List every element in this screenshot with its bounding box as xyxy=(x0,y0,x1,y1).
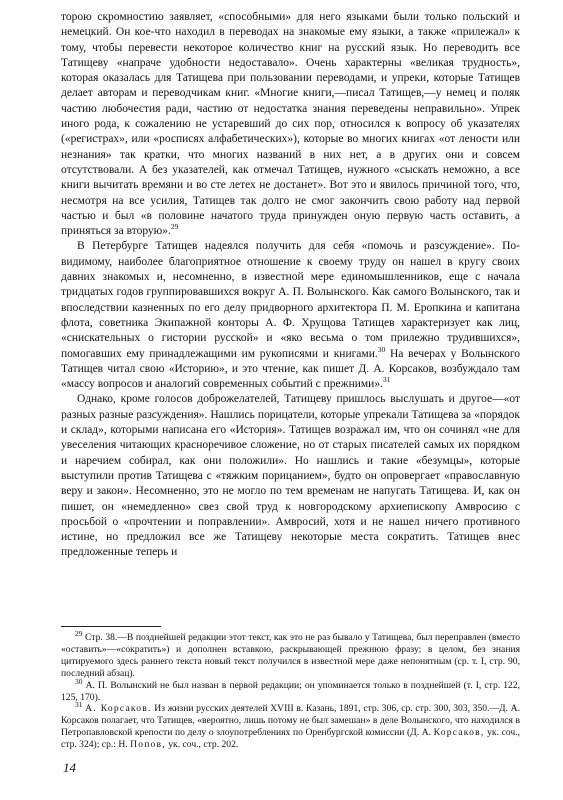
footnote-30: $^{30}$ А. П. Волынский не был назван в первой редакции; он упоминается только в позднейшей (т. I, стр. 122, 125, 170). xyxy=(61,676,520,703)
main-text xyxy=(61,10,520,561)
footnote-31: $^{31}$ А. Корсаков. Из жизни русских деятелей XVIII в. Казань, 1891, стр. 306, ср. стр. 300, 303, 350.—Д. А. Корсаков полагает, что Татищев, «вероятно, лишь потому не был замешан» в деле Волынского, что находился в Петропавловской крепости по делу о злоупотреблениях по Оренбургской комиссии (Д. А. Корсаков, ук. соч., стр. 324); ср.: Н. Попов, ук. соч., стр. 202. xyxy=(61,700,520,751)
footnote-ref-31: 31 xyxy=(382,375,391,385)
paragraph-2: В Петербурге Татищев надеялся получить для себя «помочь и разсуждение». По-видимому, наиболее благоприятное отношение к своему труду он нашел в кругу своих давних знакомых и, несомненно, в известной мере единомышленников, еще с начала тридцатых годов группировавшихся вокруг А. П. Волынского. Как самого Волынского, так и впоследствии казненных по его делу придворного архитектора П. М. Еропкина и капитана флота, советника Экипажной конторы А. Ф. Хрущова Татищев характеризует как лиц, «снискательных о гистории русской» и «яко весьма о том прилежно трудившихся», помогавших ему принадлежащими им рукописями и книгами.$^{30}$ На вечерах у Волынского Татищев читал свою «Историю», и это чтение, как пишет Д. А. Корсаков, возбуждало там «массу вопросов и аналогий современных событий с прежними».$^{31}$ xyxy=(61,240,521,391)
page-number: 14 xyxy=(63,760,76,775)
paragraph-3: Однако, кроме голосов доброжелателей, Татищеву пришлось выслушать и другое—«от разных разные разсуждения». Нашлись порицатели, которые упрекали Татищева за «порядок и склад», которыми написана его «История». Татищев возражал им, что он сочинял «не для увеселения читающих красноречивое сложение, но от старых писателей самых их порядком и наречием собирал, как они положили». Но нашлись и такие «безумцы», которые выступили против Татищева с «тяжким порицанием», будто он опровергает «православную веру и закон». Несомненно, это не могло по тем временам не напугать Татищева. И, как он пишет, он «немедленно» свез свой труд к новгородскому архиепископу Амвросию с просьбой о «прочтении и поправлении». Амвросий, хотя и не нашел ничего противного истине, но предложил все же Татищеву некоторые места сократить. Татищев внес предложенные теперь и xyxy=(61,393,520,559)
footnote-separator xyxy=(61,626,161,627)
footnote-ref-30: 30 xyxy=(377,344,386,354)
paragraph-1: торою скромностию заявляет, «способными» для него языками были только польский и немецкий. Он кое-что находил в переводах на знакомые ему языки, а также «прилежал» к тому, чтобы перевести некоторое количество книг на русский язык. Но переводить все Татищеву «напраче удобности недоставало». Очень характерны «великая трудность», которая оказалась для Татищева при пользовании переводами, и упреки, которые Татищев делает авторам и переводчикам книг. «Многие книги,—писал Татищев,—у немец и поляк частию любочестия ради, частию от недостатка знания переведены неправильно». Упрек иного рода, к сожалению не устаревший до сих пор, относился к вопросу об указателях («регистрах», или «росписях алфабетических»), которые во многих книгах «от лености или незнания» так кратки, что многих названий в них нет, а в других они и совсем отсутствовали. А без указателей, как отмечал Татищев, нужного «сыскать неможно, а все книги вычитать времяни и во сте летех не достанет». Вот это и явилось причиной того, что, несмотря на все усилия, Татищев так долго не смог закончить свою работу над первой частью и был «в половине начатого труда принужден оную первую часть оставить, а приняться за вторую».$^{29}$ xyxy=(61,11,520,238)
footnotes xyxy=(61,628,520,751)
footnote-ref-29: 29 xyxy=(170,222,179,232)
footnote-29: $^{29}$ Стр. 38.—В позднейшей редакции этот текст, как это не раз бывало у Татищева, был переправлен (вместо «оставить»—«сократить») и дополнен вставкою, раскрывающей прежнюю фразу; в целом, без знания цитируемого здесь раннего текста новый текст получился в известной мере даже непонятным (ср. т. I, стр. 90, последний абзац). xyxy=(61,628,520,679)
